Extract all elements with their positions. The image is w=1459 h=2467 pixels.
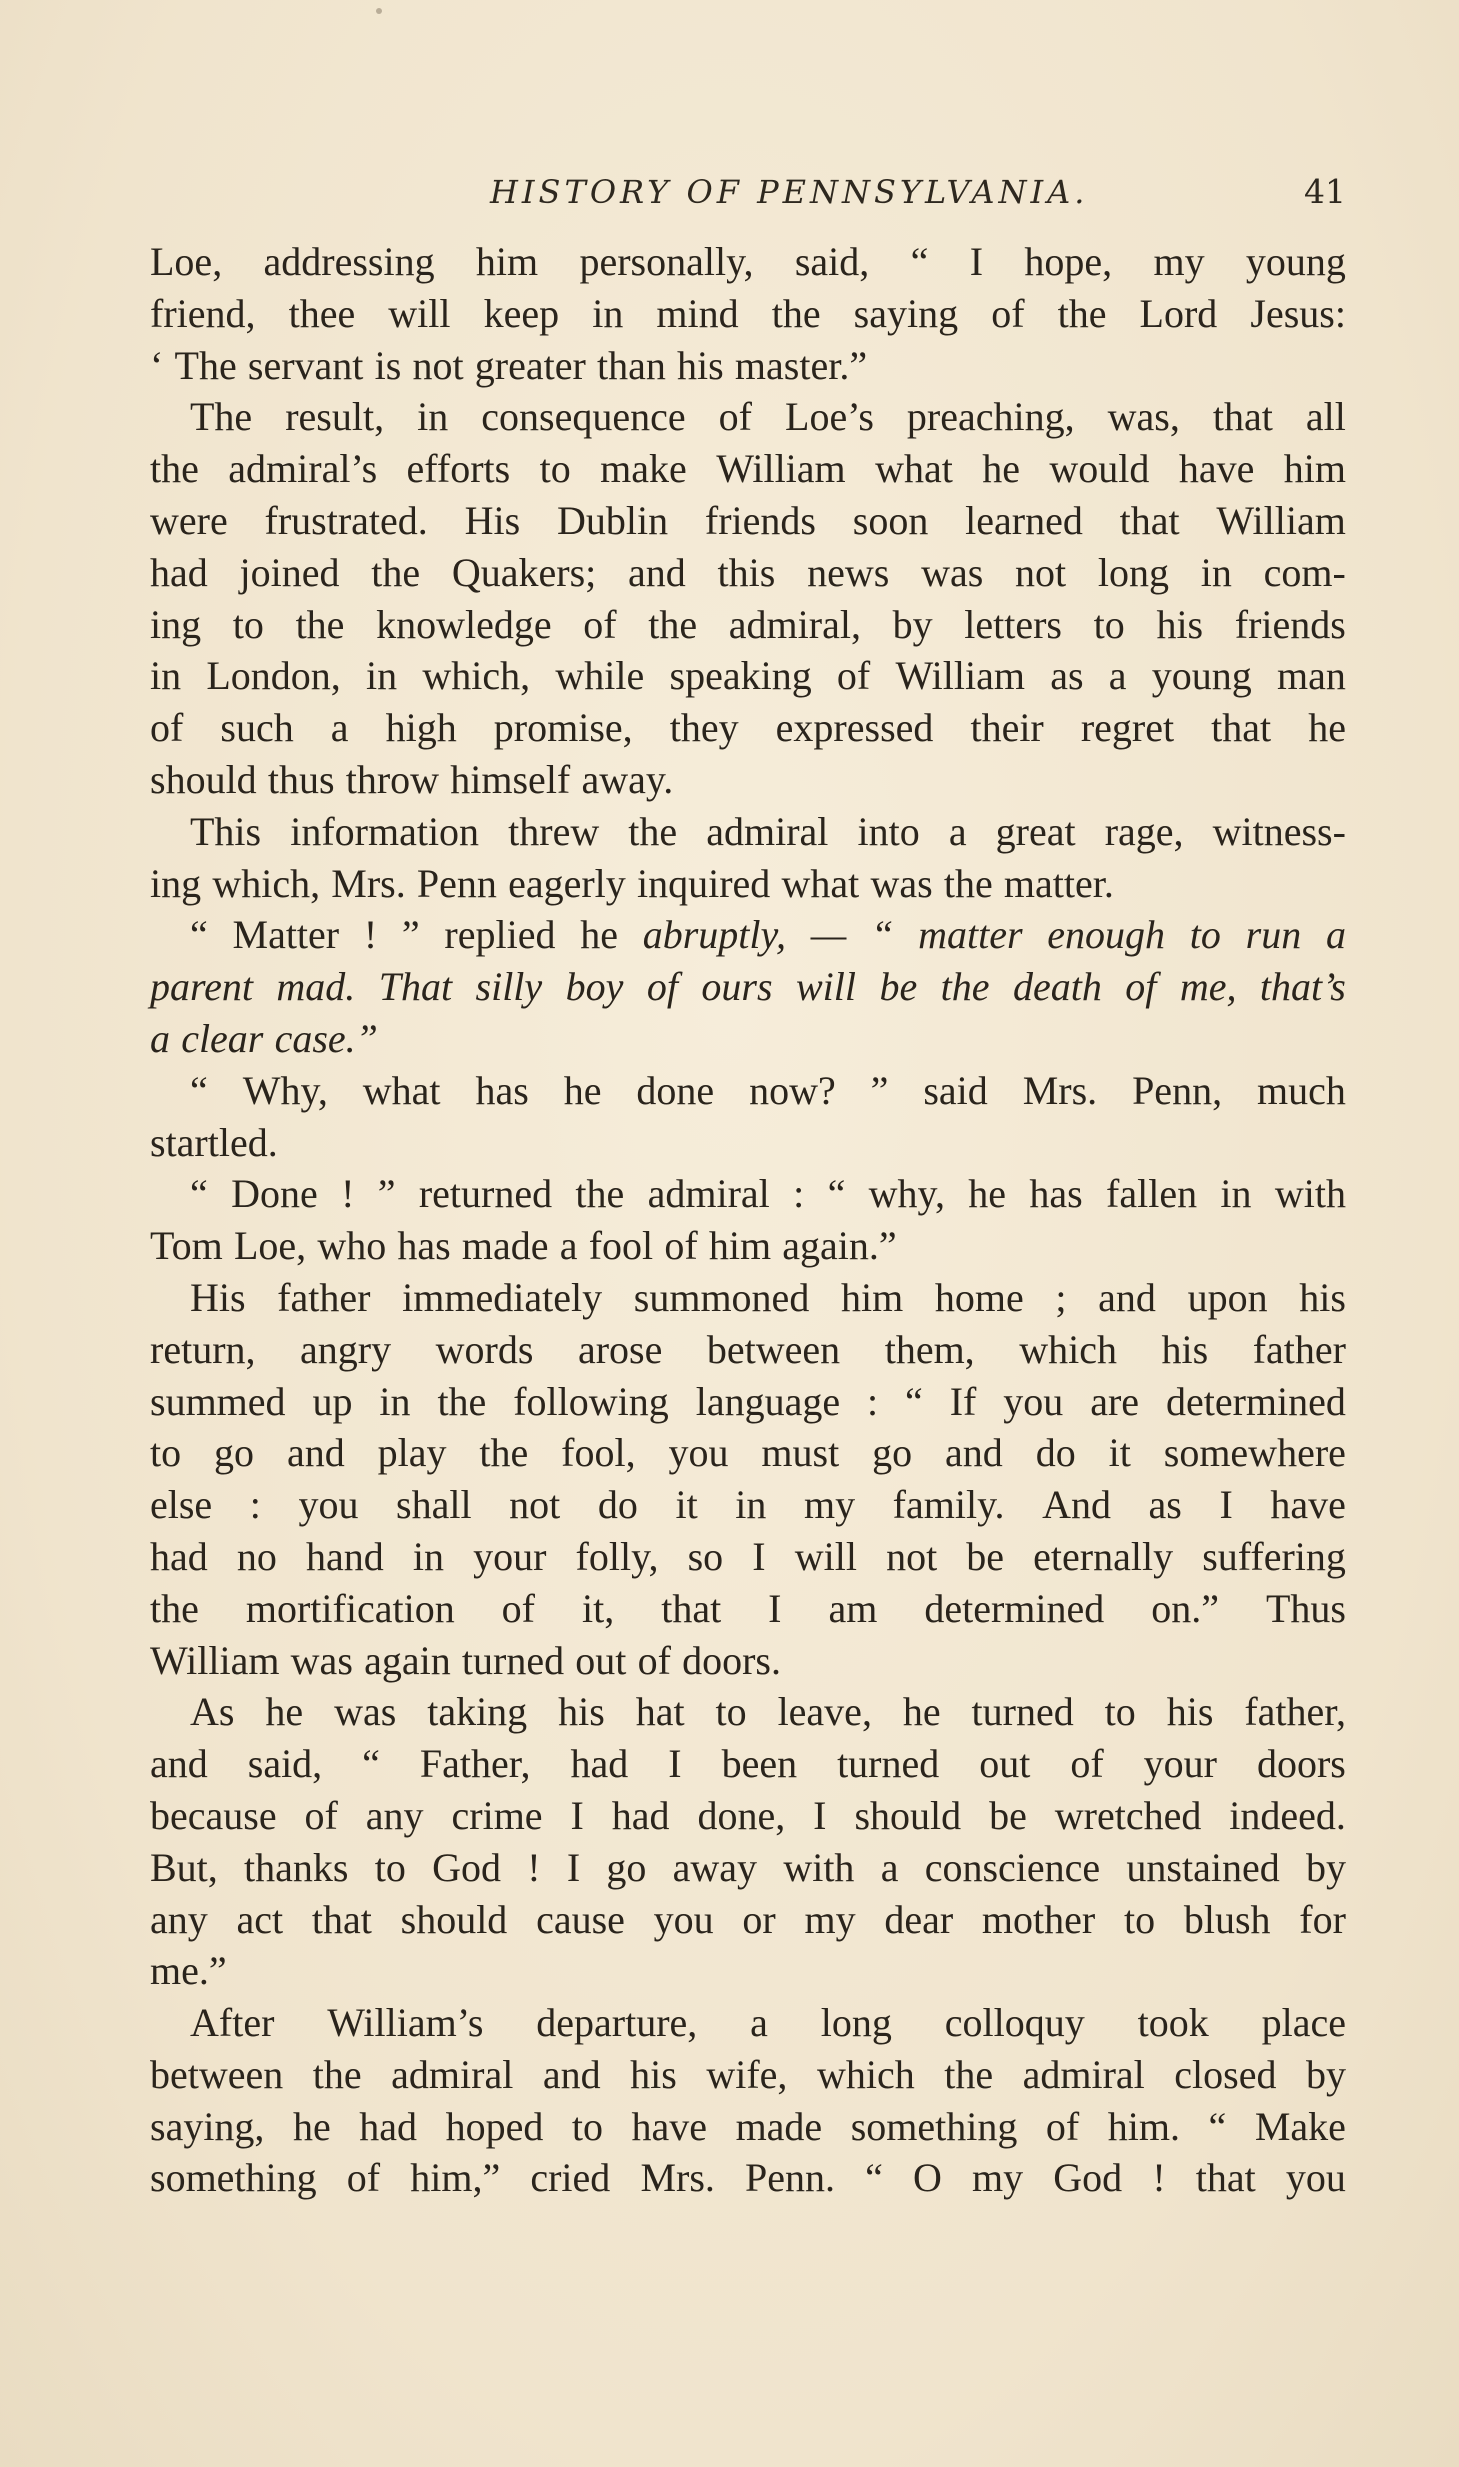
text-line: “ Why, what has he done now? ” said Mrs. Penn, much (190, 1067, 1346, 1113)
text-line: The result, in consequence of Loe’s preaching, was, that all (190, 394, 1346, 440)
text-line: had no hand in your folly, so I will not be eternally suffering (150, 1533, 1346, 1579)
text-line: ing to the knowledge of the admiral, by letters to his friends (150, 601, 1346, 647)
text-line: me.” (150, 1948, 227, 1994)
text-line: As he was taking his hat to leave, he turned to his father, (190, 1689, 1346, 1735)
text-line: should thus throw himself away. (150, 756, 674, 802)
text-line: the mortification of it, that I am determined on.” Thus (150, 1585, 1346, 1631)
text-line: something of him,” cried Mrs. Penn. “ O my God ! that you (150, 2155, 1346, 2201)
running-title: HISTORY OF PENNSYLVANIA. (490, 173, 1089, 211)
body-text (150, 236, 1346, 2204)
text-line: and said, “ Father, had I been turned out of your doors (150, 1741, 1346, 1787)
text-line: return, angry words arose between them, which his father (150, 1326, 1346, 1372)
text-line: to go and play the fool, you must go and do it somewhere (150, 1430, 1346, 1476)
text-line: of such a high promise, they expressed their regret that he (150, 705, 1346, 751)
text-line: parent mad. That silly boy of ours will be the death of me, that’s (150, 964, 1346, 1010)
text-line: a clear case.” (150, 1015, 378, 1061)
text-line: This information threw the admiral into a great rage, witness- (190, 808, 1346, 854)
text-line: “ Done ! ” returned the admiral : “ why, he has fallen in with (190, 1171, 1346, 1217)
text-line: were frustrated. His Dublin friends soon learned that William (150, 497, 1346, 543)
text-line: William was again turned out of doors. (150, 1637, 781, 1683)
text-line: ing which, Mrs. Penn eagerly inquired what was the matter. (150, 860, 1114, 906)
text-line: But, thanks to God ! I go away with a conscience unstained by (150, 1844, 1346, 1890)
text-line: Loe, addressing him personally, said, “ I hope, my young (150, 239, 1346, 284)
text-line: ‘ The servant is not greater than his master.” (150, 342, 868, 388)
paper-speck (376, 8, 382, 14)
text-line: else : you shall not do it in my family. And as I have (150, 1482, 1346, 1528)
text-line: friend, thee will keep in mind the saying of the Lord Jesus: (150, 290, 1346, 336)
text-line: had joined the Quakers; and this news was not long in com- (150, 549, 1346, 595)
text-line: saying, he had hoped to have made something of him. “ Make (150, 2103, 1346, 2149)
text-line: between the admiral and his wife, which the admiral closed by (150, 2051, 1346, 2097)
text-line: because of any crime I had done, I should be wretched indeed. (150, 1792, 1346, 1838)
text-line: “ Matter ! ” replied he abruptly, — “ matter enough to run a (190, 912, 1346, 958)
text-line: Tom Loe, who has made a fool of him again.” (150, 1223, 897, 1269)
text-line: any act that should cause you or my dear mother to blush for (150, 1896, 1346, 1942)
text-line: His father immediately summoned him home ; and upon his (190, 1274, 1346, 1320)
running-head (150, 168, 1346, 216)
text-line: in London, in which, while speaking of William as a young man (150, 653, 1346, 699)
text-line: After William’s departure, a long colloquy took place (190, 2000, 1346, 2046)
text-line: startled. (150, 1119, 278, 1165)
text-line: summed up in the following language : “ If you are determined (150, 1378, 1346, 1424)
page-number: 41 (1304, 172, 1346, 211)
text-line: the admiral’s efforts to make William what he would have him (150, 446, 1346, 492)
